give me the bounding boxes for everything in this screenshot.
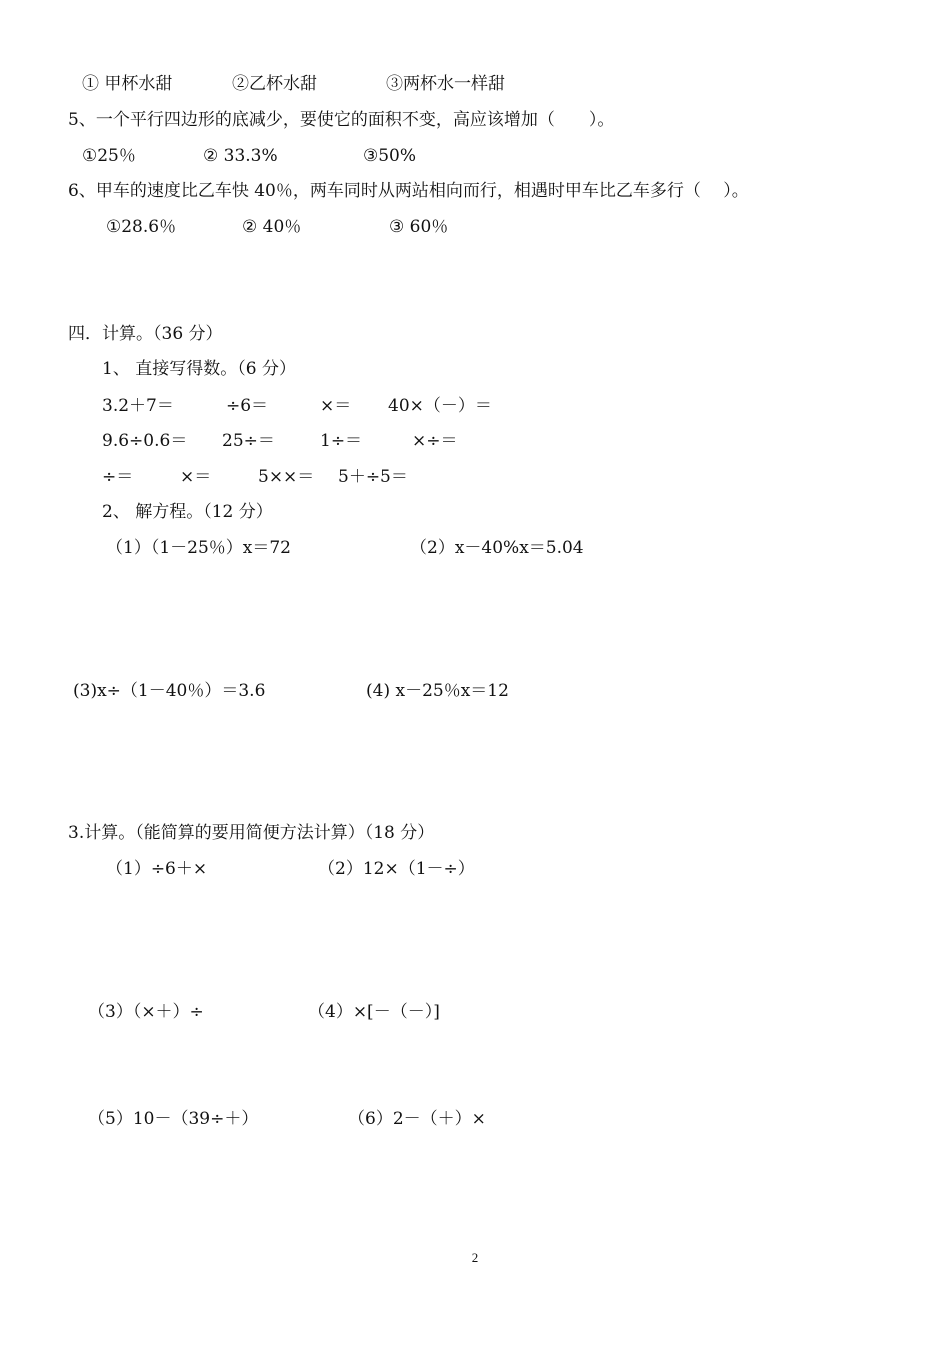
- q5-option-2: ② 33.3%: [203, 146, 278, 166]
- calc-item-3: （3）（×＋）÷: [88, 1002, 204, 1022]
- mental-math-item: ×＝: [180, 467, 212, 487]
- q6-option-1: ①28.6％: [106, 217, 177, 237]
- part-3-title: 3.计算。（能简算的要用简便方法计算）（18 分）: [68, 823, 435, 843]
- mental-math-item: 1÷＝: [320, 431, 363, 451]
- mental-math-item: 3.2＋7＝: [102, 396, 174, 416]
- q6-stem: 6、甲车的速度比乙车快 40％，两车同时从两站相向而行，相遇时甲车比乙车多行（ ）。: [68, 181, 749, 201]
- q5-option-1: ①25％: [82, 146, 136, 166]
- q4-option-3: ③两杯水一样甜: [386, 74, 505, 94]
- mental-math-item: 40×（－）＝: [388, 396, 492, 416]
- mental-math-item: 5＋÷5＝: [338, 467, 408, 487]
- mental-math-item: 25÷＝: [222, 431, 275, 451]
- equation-2: （2）x－40%x＝5.04: [410, 538, 584, 558]
- mental-math-item: ×÷＝: [412, 431, 458, 451]
- equation-1: （1）（1－25％）x＝72: [106, 538, 291, 558]
- q5-option-3: ③50%: [363, 146, 417, 166]
- q6-option-2: ② 40％: [242, 217, 302, 237]
- equation-3: (3)x÷（1－40％）＝3.6: [73, 681, 266, 701]
- q4-option-1: ① 甲杯水甜: [82, 74, 173, 94]
- mental-math-item: ÷＝: [102, 467, 134, 487]
- section-4-title: 四．计算。（36 分）: [68, 324, 223, 344]
- q6-option-3: ③ 60％: [389, 217, 449, 237]
- calc-item-1: （1）÷6＋×: [106, 859, 208, 879]
- page-number: 2: [471, 1250, 479, 1265]
- part-1-title: 1、 直接写得数。（6 分）: [102, 359, 296, 379]
- equation-4: (4) x－25％x＝12: [366, 681, 509, 701]
- mental-math-item: ÷6＝: [226, 396, 269, 416]
- calc-item-4: （4）×[－（－）]: [308, 1002, 440, 1022]
- mental-math-item: 9.6÷0.6＝: [102, 431, 188, 451]
- calc-item-6: （6）2－（＋）×: [348, 1109, 486, 1129]
- calc-item-2: （2）12×（1－÷）: [318, 859, 475, 879]
- mental-math-item: ×＝: [320, 396, 352, 416]
- q4-option-2: ②乙杯水甜: [232, 74, 317, 94]
- q5-stem: 5、一个平行四边形的底减少，要使它的面积不变，高应该增加（ ）。: [68, 110, 615, 130]
- mental-math-item: 5××＝: [258, 467, 315, 487]
- calc-item-5: （5）10－（39÷＋）: [88, 1109, 259, 1129]
- part-2-title: 2、 解方程。（12 分）: [102, 502, 273, 522]
